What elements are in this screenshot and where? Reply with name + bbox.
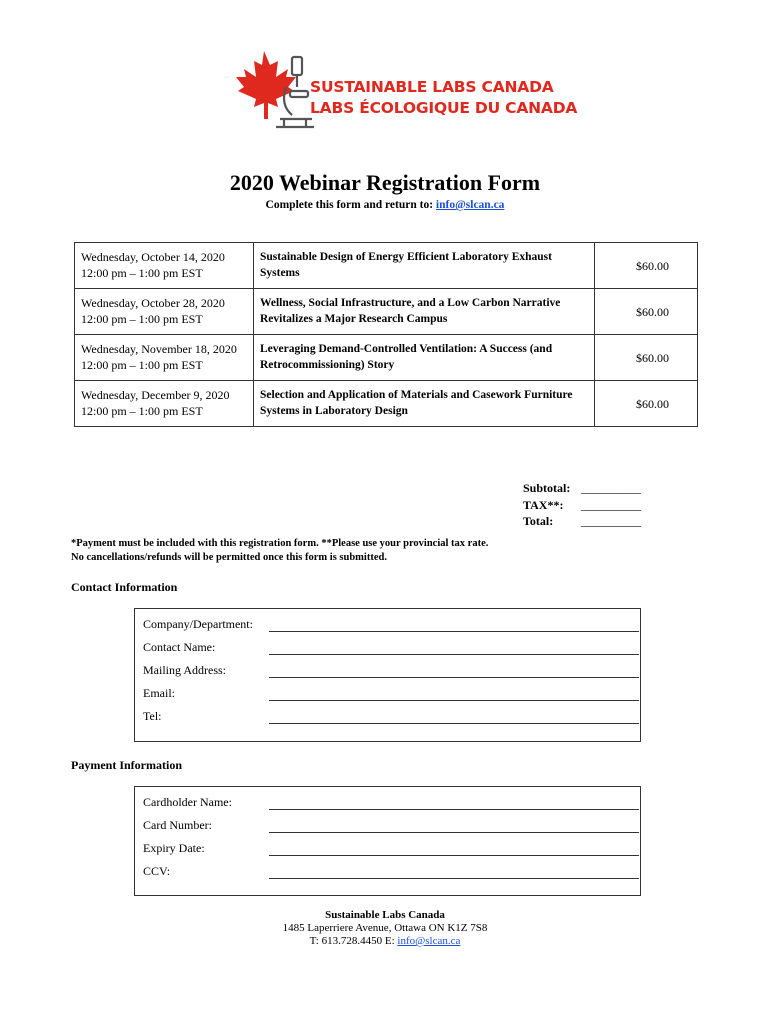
total-field[interactable]: __________ <box>581 514 641 528</box>
contact-heading: Contact Information <box>71 580 178 594</box>
table-row <box>75 381 698 427</box>
session-price: $60.00 <box>595 335 698 381</box>
table-row <box>75 335 698 381</box>
ccv-label: CCV: <box>143 864 171 878</box>
expiry-date-field[interactable] <box>269 855 639 856</box>
company-field[interactable] <box>269 631 639 632</box>
session-date: Wednesday, December 9, 2020 <box>81 388 230 402</box>
session-time: 12:00 pm – 1:00 pm EST <box>81 403 203 418</box>
tax-field[interactable]: __________ <box>581 497 641 512</box>
card-number-field[interactable] <box>269 832 639 833</box>
session-time: 12:00 pm – 1:00 pm EST <box>81 311 203 326</box>
company-label: Company/Department: <box>143 617 253 631</box>
session-time: 12:00 pm – 1:00 pm EST <box>81 357 203 372</box>
subtotal-field[interactable]: __________ <box>581 481 641 495</box>
table-row <box>75 289 698 335</box>
mailing-address-label: Mailing Address: <box>143 663 226 677</box>
session-date-cell <box>75 289 254 335</box>
session-price: $60.00 <box>595 289 698 335</box>
subtotal-row <box>523 480 641 497</box>
tax-row <box>523 497 641 514</box>
cardholder-name-field[interactable] <box>269 809 639 810</box>
session-date: Wednesday, October 28, 2020 <box>81 296 225 310</box>
totals-block <box>523 480 641 530</box>
payment-notes <box>71 537 488 565</box>
session-date-cell <box>75 335 254 381</box>
session-topic: Selection and Application of Materials and Casework Furniture Systems in Laboratory Design <box>254 381 595 427</box>
session-topic: Sustainable Design of Energy Efficient Laboratory Exhaust Systems <box>254 243 595 289</box>
total-label: Total: <box>523 514 554 528</box>
subtotal-label: Subtotal: <box>523 481 571 495</box>
session-date: Wednesday, November 18, 2020 <box>81 342 237 356</box>
footer-email-link[interactable]: info@slcan.ca <box>397 935 461 947</box>
subtitle-text: Complete this form and return to: <box>265 199 434 211</box>
session-price: $60.00 <box>595 381 698 427</box>
table-row <box>75 243 698 289</box>
tax-label: TAX**: <box>523 497 564 512</box>
logo-line-english: SUSTAINABLE LABS CANADA <box>310 78 554 96</box>
session-topic: Wellness, Social Infrastructure, and a Low Carbon Narrative Revitalizes a Major Research Campus <box>254 289 595 335</box>
logo-wordmark <box>310 77 577 119</box>
payment-form-box <box>134 786 641 896</box>
session-time: 12:00 pm – 1:00 pm EST <box>81 265 203 280</box>
form-subtitle <box>0 199 770 211</box>
contact-name-label: Contact Name: <box>143 640 216 654</box>
footer-contact <box>0 935 770 948</box>
card-number-label: Card Number: <box>143 818 212 832</box>
mailing-address-field[interactable] <box>269 677 639 678</box>
tel-field[interactable] <box>269 723 639 724</box>
footer-company-name: Sustainable Labs Canada <box>325 909 445 921</box>
session-date-cell <box>75 381 254 427</box>
session-date: Wednesday, October 14, 2020 <box>81 250 225 264</box>
email-label: Email: <box>143 686 175 700</box>
subtitle-email-link[interactable]: info@slcan.ca <box>435 199 505 211</box>
payment-note-line-2: No cancellations/refunds will be permitted once this form is submitted. <box>71 552 387 563</box>
payment-heading: Payment Information <box>71 758 182 772</box>
contact-name-field[interactable] <box>269 654 639 655</box>
form-title: 2020 Webinar Registration Form <box>229 170 541 195</box>
footer <box>0 909 770 948</box>
footer-address: 1485 Laperriere Avenue, Ottawa ON K1Z 7S8 <box>282 922 488 934</box>
email-field[interactable] <box>269 700 639 701</box>
footer-phone: T: 613.728.4450 E: <box>309 935 395 947</box>
tel-label: Tel: <box>143 709 162 723</box>
expiry-date-label: Expiry Date: <box>143 841 205 855</box>
ccv-field[interactable] <box>269 878 639 879</box>
logo-line-french: LABS ÉCOLOGIQUE DU CANADA <box>310 99 578 117</box>
contact-form-box <box>134 608 641 742</box>
session-date-cell <box>75 243 254 289</box>
session-topic: Leveraging Demand-Controlled Ventilation: A Success (and Retrocommissioning) Story <box>254 335 595 381</box>
total-row <box>523 513 641 530</box>
session-price: $60.00 <box>595 243 698 289</box>
cardholder-name-label: Cardholder Name: <box>143 795 232 809</box>
sessions-table <box>74 242 698 427</box>
payment-note-line-1: *Payment must be included with this registration form. **Please use your provincial tax rate. <box>71 538 489 549</box>
